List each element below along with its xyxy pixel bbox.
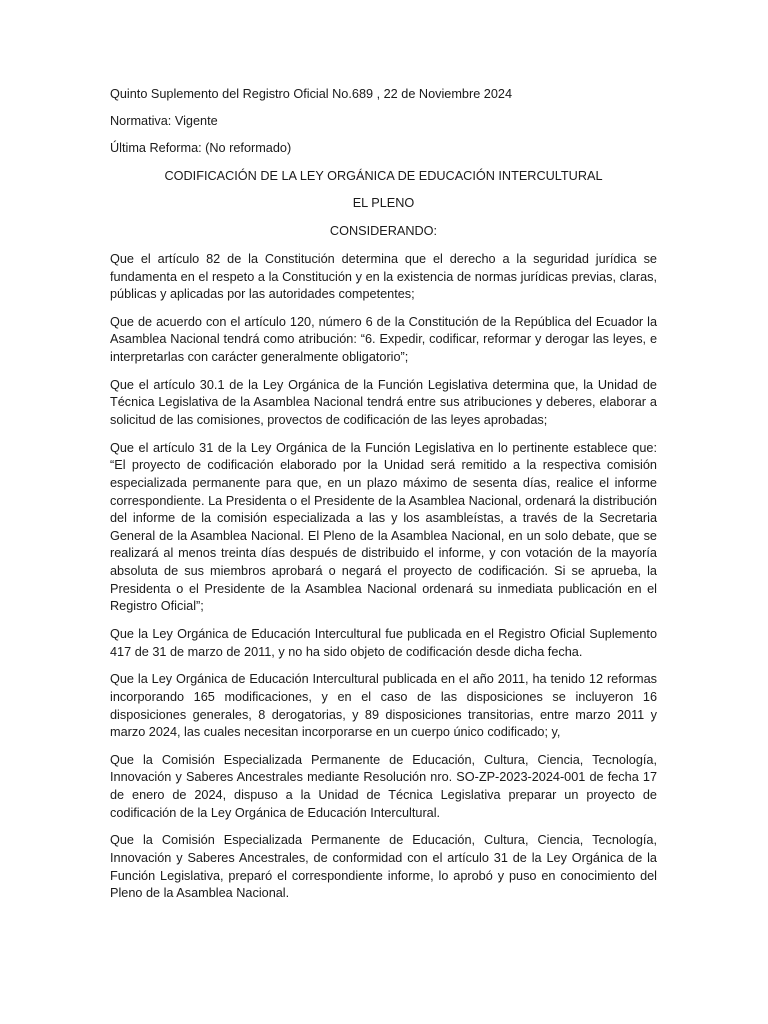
paragraph: Que de acuerdo con el artículo 120, número 6 de la Constitución de la República del Ecuador la Asamblea Nacional tendrá como atribución: “6. Expedir, codificar, reformar y derogar las leyes, e interpretarlas con carácter generalmente obligatorio”; [110, 314, 657, 365]
paragraph: Que la Ley Orgánica de Educación Intercultural publicada en el año 2011, ha tenido 12 reformas incorporando 165 modificaciones, y en el caso de las disposiciones se incluyeron 16 disposiciones generales, 8 derogatorias, y 89 disposiciones transitorias, entre marzo 2011 y marzo 2024, las cuales necesitan incorporarse en un cuerpo único codificado; y, [110, 672, 657, 740]
document-title: CODIFICACIÓN DE LA LEY ORGÁNICA DE EDUCACIÓN INTERCULTURAL [164, 168, 603, 183]
normativa-line: Normativa: Vigente [110, 114, 218, 129]
el-pleno-heading: EL PLENO [352, 196, 415, 211]
considerando-heading: CONSIDERANDO: [329, 224, 438, 239]
paragraph: Que el artículo 30.1 de la Ley Orgánica de la Función Legislativa determina que, la Unidad de Técnica Legislativa de la Asamblea Nacional tendrá entre sus atribuciones y deberes, elaborar a solicitud de las comisiones, provectos de codificación de las leyes aprobadas; [110, 377, 657, 428]
paragraph: Que la Ley Orgánica de Educación Intercultural fue publicada en el Registro Oficial Suplemento 417 de 31 de marzo de 2011, y no ha sido objeto de codificación desde dicha fecha. [110, 626, 657, 659]
document-body [110, 86, 657, 913]
paragraph: Que la Comisión Especializada Permanente de Educación, Cultura, Ciencia, Tecnología, Innovación y Saberes Ancestrales mediante Resolución nro. SO-ZP-2023-2024-001 de fecha 17 de enero de 2024, dispuso a la Unidad de Técnica Legislativa preparar un proyecto de codificación de la Ley Orgánica de Educación Intercultural. [110, 752, 657, 820]
paragraph: Que el artículo 82 de la Constitución determina que el derecho a la seguridad jurídica se fundamenta en el respeto a la Constitución y en la existencia de normas jurídicas previas, claras, públicas y aplicadas por las autoridades competentes; [110, 251, 657, 302]
ultima-reforma-line: Última Reforma: (No reformado) [110, 141, 292, 156]
paragraph: Que la Comisión Especializada Permanente de Educación, Cultura, Ciencia, Tecnología, Innovación y Saberes Ancestrales, de conformidad con el artículo 31 de la Ley Orgánica de la Función Legislativa, preparó el correspondiente informe, lo aprobó y puso en conocimiento del Pleno de la Asamblea Nacional. [110, 833, 657, 901]
paragraph: Que el artículo 31 de la Ley Orgánica de la Función Legislativa en lo pertinente establece que: “El proyecto de codificación elaborado por la Unidad será remitido a la respectiva comisión especializada permanente para que, en un plazo máximo de sesenta días, realice el informe correspondiente. La Presidenta o el Presidente de la Asamblea Nacional, ordenará la distribución del informe de la comisión especializada a las y los asambleístas, a través de la Secretaria General de la Asamblea Nacional. El Pleno de la Asamblea Nacional, en un solo debate, que se realizará al menos treinta días después de distribuido el informe, y con votación de la mayoría absoluta de sus miembros aprobará o negará el proyecto de codificación. Si se aprueba, la Presidenta o el Presidente de la Asamblea Nacional ordenará su inmediata publicación en el Registro Oficial”; [110, 440, 657, 614]
supplement-line: Quinto Suplemento del Registro Oficial No.689 , 22 de Noviembre 2024 [110, 87, 512, 101]
